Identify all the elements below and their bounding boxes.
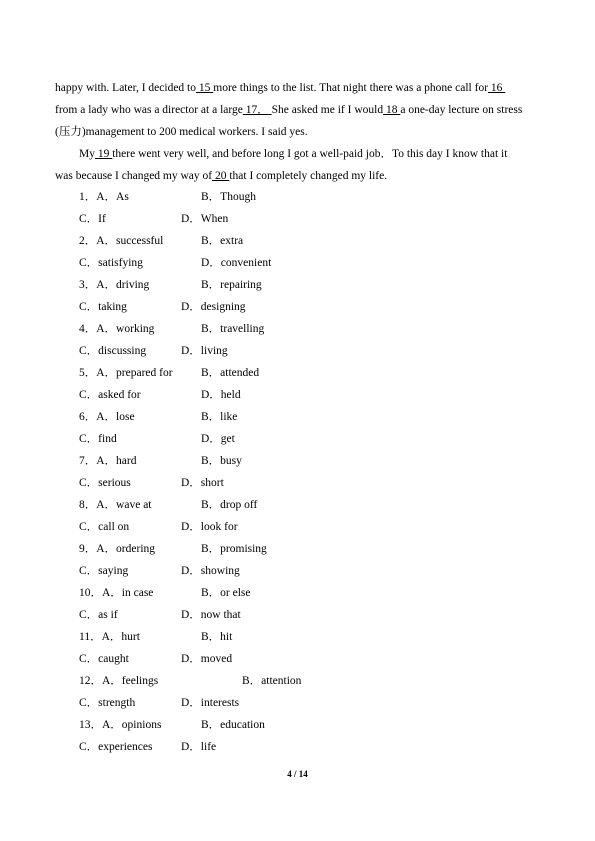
option-choice-right: D．interests bbox=[181, 697, 240, 709]
option-choice-left: C．serious bbox=[79, 477, 131, 489]
passage-text: a one-day lecture on stress bbox=[400, 104, 523, 116]
option-row bbox=[79, 670, 539, 692]
option-choice-right: B．travelling bbox=[201, 323, 265, 335]
option-choice-right: B．or else bbox=[201, 587, 251, 599]
option-choice-left: C．satisfying bbox=[79, 257, 143, 269]
option-row bbox=[79, 208, 539, 230]
passage-text: that I completely changed my life. bbox=[229, 170, 388, 182]
option-choice-right: D．get bbox=[201, 433, 235, 445]
passage-paragraph-2 bbox=[55, 143, 542, 187]
option-choice-left: C．saying bbox=[79, 565, 129, 577]
option-choice-left: 5．A．prepared for bbox=[79, 367, 173, 379]
blank-20: 20 bbox=[214, 170, 227, 182]
option-choice-left: 9．A．ordering bbox=[79, 543, 156, 555]
option-choice-left: 11．A．hurt bbox=[79, 631, 140, 643]
option-choice-left: C．If bbox=[79, 213, 106, 225]
option-choice-left: C．experiences bbox=[79, 741, 153, 753]
option-choice-left: C．call on bbox=[79, 521, 130, 533]
option-choice-right: D．When bbox=[181, 213, 229, 225]
passage-line bbox=[55, 165, 542, 187]
option-choice-right: B．busy bbox=[201, 455, 242, 467]
passage-paragraph-1 bbox=[55, 77, 542, 143]
passage-text: was because I changed my way of bbox=[55, 170, 213, 182]
passage-text: happy with. Later, I decided to bbox=[55, 82, 197, 94]
passage-text: My bbox=[79, 148, 95, 160]
option-choice-right: B．education bbox=[201, 719, 265, 731]
option-choice-right: B．extra bbox=[201, 235, 244, 247]
option-row bbox=[79, 252, 539, 274]
passage-line bbox=[55, 143, 542, 165]
option-choice-right: D．convenient bbox=[201, 257, 272, 269]
option-row bbox=[79, 340, 539, 362]
option-row bbox=[79, 604, 539, 626]
option-choice-right: D．moved bbox=[181, 653, 233, 665]
option-choice-left: 3．A．driving bbox=[79, 279, 150, 291]
option-row bbox=[79, 626, 539, 648]
option-choice-right: B．like bbox=[201, 411, 238, 423]
option-choice-left: C．caught bbox=[79, 653, 129, 665]
option-choice-left: C．asked for bbox=[79, 389, 141, 401]
option-row bbox=[79, 692, 539, 714]
option-row bbox=[79, 516, 539, 538]
option-row bbox=[79, 406, 539, 428]
option-row bbox=[79, 736, 539, 758]
option-choice-right: B．drop off bbox=[201, 499, 258, 511]
option-choice-right: D．short bbox=[181, 477, 224, 489]
option-choice-right: D．living bbox=[181, 345, 228, 357]
option-choice-right: D．held bbox=[201, 389, 241, 401]
option-choice-right: B．repairing bbox=[201, 279, 262, 291]
option-choice-left: C．as if bbox=[79, 609, 118, 621]
passage-text: from a lady who was a director at a large bbox=[55, 104, 243, 116]
option-choice-left: C．strength bbox=[79, 697, 136, 709]
option-choice-right: B．hit bbox=[201, 631, 233, 643]
option-row bbox=[79, 494, 539, 516]
option-choice-right: D．designing bbox=[181, 301, 246, 313]
option-choice-right: B．Though bbox=[201, 191, 256, 203]
option-choice-right: B．promising bbox=[201, 543, 267, 555]
passage-text: there went very well, and before long I got a well-paid job．To this day I know that it bbox=[112, 148, 508, 160]
passage-text: (压力)management to 200 medical workers. I said yes. bbox=[55, 126, 308, 138]
option-row bbox=[79, 230, 539, 252]
option-choice-right: D．look for bbox=[181, 521, 238, 533]
option-row bbox=[79, 714, 539, 736]
option-row bbox=[79, 450, 539, 472]
option-row bbox=[79, 428, 539, 450]
option-choice-left: 8．A．wave at bbox=[79, 499, 152, 511]
blank-19: 19 bbox=[97, 148, 110, 160]
option-choice-right: B．attended bbox=[201, 367, 260, 379]
passage-text: She asked me if I would bbox=[271, 104, 384, 116]
option-choice-right: B．attention bbox=[242, 675, 302, 687]
option-choice-left: 12．A．feelings bbox=[79, 675, 159, 687]
option-row bbox=[79, 384, 539, 406]
option-choice-left: 1．A．As bbox=[79, 191, 129, 203]
option-row bbox=[79, 472, 539, 494]
blank-18: 18 bbox=[385, 104, 398, 116]
option-choice-right: D．now that bbox=[181, 609, 241, 621]
option-choice-left: 6．A．lose bbox=[79, 411, 135, 423]
option-choice-left: 4．A．working bbox=[79, 323, 155, 335]
passage-text: more things to the list. That night there was a phone call for bbox=[213, 82, 489, 94]
answer-options-list bbox=[79, 186, 539, 758]
option-choice-left: 2．A．successful bbox=[79, 235, 164, 247]
option-choice-left: 13．A．opinions bbox=[79, 719, 162, 731]
passage-line bbox=[55, 99, 542, 121]
blank-16: 16 bbox=[490, 82, 503, 94]
option-row bbox=[79, 318, 539, 340]
option-row bbox=[79, 560, 539, 582]
option-choice-left: 10．A．in case bbox=[79, 587, 154, 599]
option-row bbox=[79, 186, 539, 208]
blank-15: 15 bbox=[198, 82, 211, 94]
option-choice-left: C．taking bbox=[79, 301, 127, 313]
option-row bbox=[79, 538, 539, 560]
option-row bbox=[79, 648, 539, 670]
page-number: 4 / 14 bbox=[287, 769, 308, 779]
passage-line bbox=[55, 121, 542, 143]
option-row bbox=[79, 362, 539, 384]
option-choice-right: D．life bbox=[181, 741, 217, 753]
option-row bbox=[79, 296, 539, 318]
option-choice-left: 7．A．hard bbox=[79, 455, 137, 467]
option-choice-right: D．showing bbox=[181, 565, 240, 577]
option-row bbox=[79, 274, 539, 296]
option-choice-left: C．find bbox=[79, 433, 117, 445]
blank-17: 17． bbox=[245, 104, 269, 116]
option-row bbox=[79, 582, 539, 604]
passage-line bbox=[55, 77, 542, 99]
option-choice-left: C．discussing bbox=[79, 345, 147, 357]
